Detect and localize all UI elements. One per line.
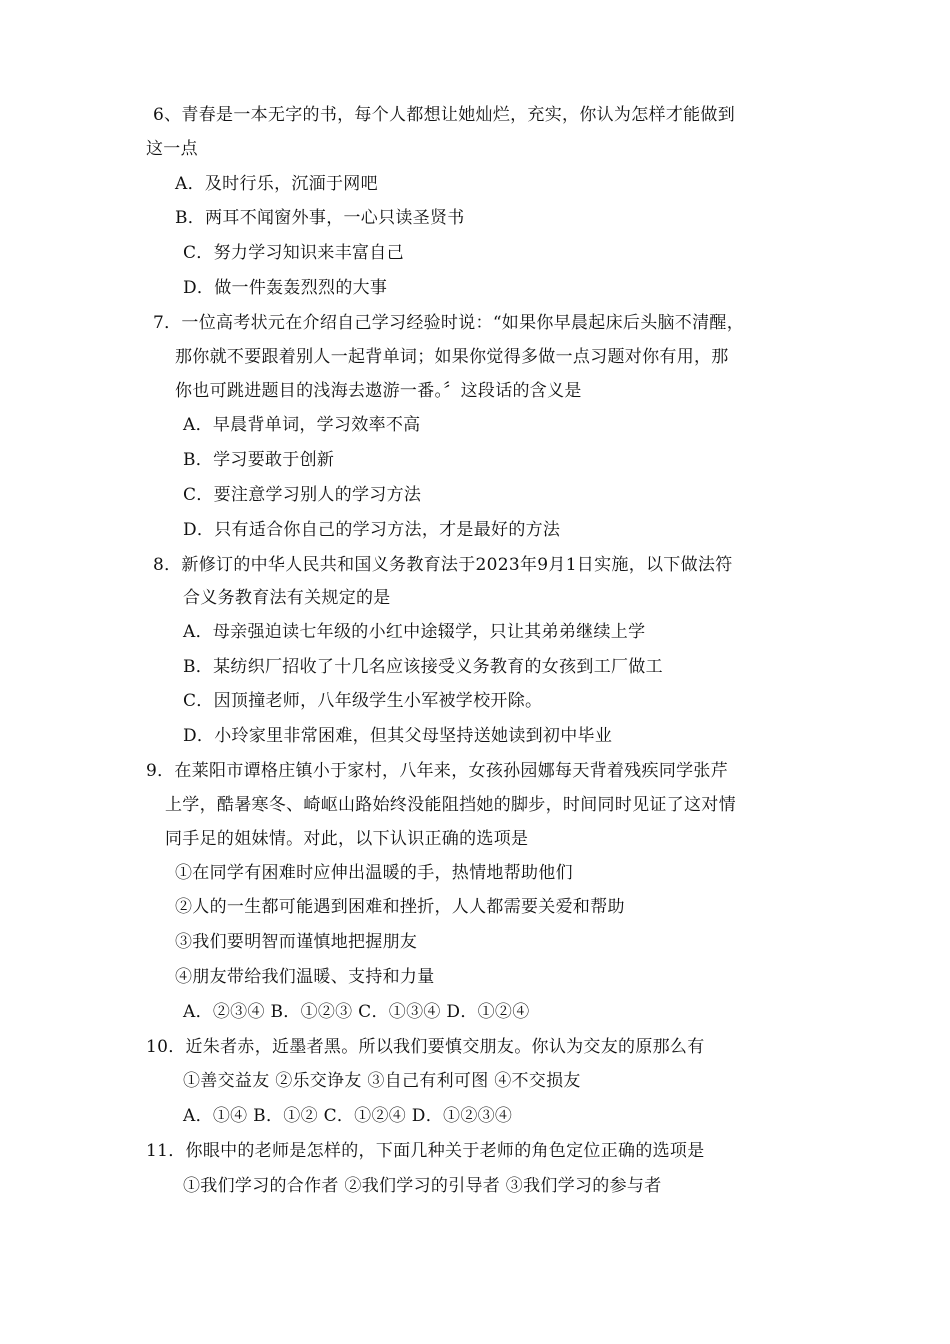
- q10-stem-line-1: 10．近朱者赤，近墨者黑。所以我们要慎交朋友。你认为交友的原那么有: [146, 1037, 705, 1057]
- q7-stem-line-1: 7．一位高考状元在介绍自己学习经验时说：“如果你早晨起床后头脑不清醒，: [153, 313, 745, 333]
- q6-stem-line-1: 6、青春是一本无字的书，每个人都想让她灿烂，充实，你认为怎样才能做到: [153, 105, 736, 125]
- q8-option-a: A．母亲强迫读七年级的小红中途辍学，只让其弟弟继续上学: [183, 622, 646, 642]
- q9-item-3: ③我们要明智而谨慎地把握朋友: [175, 932, 418, 952]
- q6-option-a: A．及时行乐，沉湎于网吧: [175, 174, 378, 194]
- q7-stem-line-2: 那你就不要跟着别人一起背单词；如果你觉得多做一点习题对你有用，那: [175, 347, 729, 367]
- q7-option-a: A．早晨背单词，学习效率不高: [183, 415, 421, 435]
- q10-options: A．①④ B．①② C．①②④ D．①②③④: [183, 1106, 513, 1126]
- q9-stem-line-1: 9．在莱阳市谭格庄镇小于家村，八年来，女孩孙园娜每天背着残疾同学张芹: [146, 761, 729, 781]
- q9-stem-line-3: 同手足的姐妹情。对此，以下认识正确的选项是: [165, 829, 529, 849]
- q9-stem-line-2: 上学，酷暑寒冬、崎岖山路始终没能阻挡她的脚步，时间同时见证了这对情: [165, 795, 736, 815]
- q7-option-b: B．学习要敢于创新: [183, 450, 335, 470]
- q6-option-b: B．两耳不闻窗外事，一心只读圣贤书: [175, 208, 465, 228]
- q6-stem-line-2: 这一点: [146, 139, 198, 159]
- q8-option-b: B．某纺织厂招收了十几名应该接受义务教育的女孩到工厂做工: [183, 657, 663, 677]
- q7-option-c: C．要注意学习别人的学习方法: [183, 485, 422, 505]
- q6-option-c: C．努力学习知识来丰富自己: [183, 243, 404, 263]
- q8-stem-line-1: 8．新修订的中华人民共和国义务教育法于2023年9月1日实施，以下做法符: [153, 555, 733, 575]
- q11-stem-line-1: 11．你眼中的老师是怎样的，下面几种关于老师的角色定位正确的选项是: [146, 1141, 705, 1161]
- q8-stem-line-2: 合义务教育法有关规定的是: [183, 588, 391, 608]
- q8-option-c: C．因顶撞老师，八年级学生小军被学校开除。: [183, 691, 543, 711]
- q9-item-4: ④朋友带给我们温暖、支持和力量: [175, 967, 435, 987]
- q10-items: ①善交益友 ②乐交诤友 ③自己有利可图 ④不交损友: [183, 1071, 581, 1091]
- q7-stem-line-3: 你也可跳进题目的浅海去遨游一番。〞这段话的含义是: [175, 381, 582, 401]
- q9-item-1: ①在同学有困难时应伸出温暖的手，热情地帮助他们: [175, 863, 573, 883]
- q11-items: ①我们学习的合作者 ②我们学习的引导者 ③我们学习的参与者: [183, 1176, 662, 1196]
- q9-item-2: ②人的一生都可能遇到困难和挫折，人人都需要关爱和帮助: [175, 897, 625, 917]
- q8-option-d: D．小玲家里非常困难，但其父母坚持送她读到初中毕业: [183, 726, 613, 746]
- q9-options: A．②③④ B．①②③ C．①③④ D．①②④: [183, 1002, 530, 1022]
- q6-option-d: D．做一件轰轰烈烈的大事: [183, 278, 388, 298]
- q7-option-d: D．只有适合你自己的学习方法，才是最好的方法: [183, 520, 561, 540]
